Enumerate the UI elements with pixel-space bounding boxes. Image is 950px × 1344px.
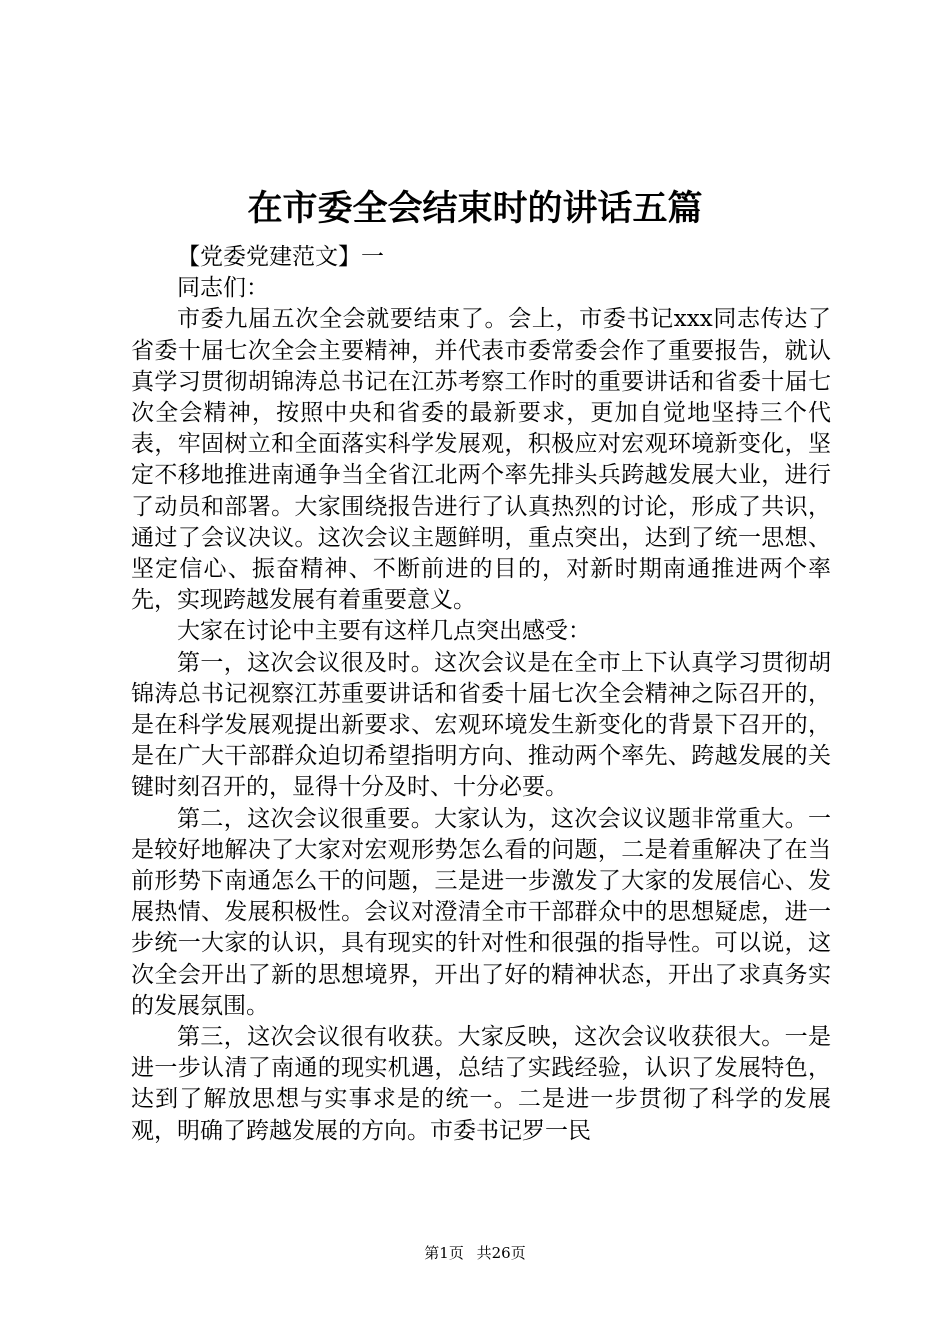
paragraph-body: 第三，这次会议很有收获。大家反映，这次会议收获很大。一是进一步认清了南通的现实机遇，总结了实践经验，认识了发展特色，达到了解放思想与实事求是的统一。二是进一步贯彻了科学的发展观，明确了跨越发展的方向。市委书记罗一民 — [131, 1024, 831, 1144]
paragraph-body: 市委九届五次全会就要结束了。会上，市委书记xxx同志传达了省委十届七次全会主要精神，并代表市委常委会作了重要报告，就认真学习贯彻胡锦涛总书记在江苏考察工作时的重要讲话和省委十届七次全会精神，按照中央和省委的最新要求，更加自觉地坚持三个代表，牢固树立和全面落实科学发展观，积极应对宏观环境新变化，坚定不移地推进南通争当全省江北两个率先排头兵跨越发展大业，进行了动员和部署。大家围绕报告进行了认真热烈的讨论，形成了共识，通过了会议决议。这次会议主题鲜明，重点突出，达到了统一思想、坚定信心、振奋精神、不断前进的目的，对新时期南通推进两个率先，实现跨越发展有着重要意义。 — [131, 306, 831, 614]
paragraph-salutation: 同志们： — [177, 275, 269, 302]
page-footer — [0, 1243, 950, 1263]
paragraph-body: 第一，这次会议很及时。这次会议是在全市上下认真学习贯彻胡锦涛总书记视察江苏重要讲话和省委十届七次全会精神之际召开的，是在科学发展观提出新要求、宏观环境发生新变化的背景下召开的，是在广大干部群众迫切希望指明方向、推动两个率先、跨越发展的关键时刻召开的，显得十分及时、十分必要。 — [131, 649, 831, 801]
document-title: 在市委全会结束时的讲话五篇 — [247, 188, 703, 229]
document-body — [131, 242, 831, 1147]
page-total: 共26页 — [476, 1244, 526, 1262]
page-number: 第1页 — [424, 1244, 464, 1262]
paragraph-body: 第二，这次会议很重要。大家认为，这次会议议题非常重大。一是较好地解决了大家对宏观形势怎么看的问题，二是着重解决了在当前形势下南通怎么干的问题，三是进一步激发了大家的发展信心、发展热情、发展积极性。会议对澄清全市干部群众中的思想疑虑，进一步统一大家的认识，具有现实的针对性和很强的指导性。可以说，这次全会开出了新的思想境界，开出了好的精神状态，开出了求真务实的发展氛围。 — [131, 805, 831, 1019]
paragraph-category: 【党委党建范文】一 — [177, 244, 384, 270]
paragraph-body: 大家在讨论中主要有这样几点突出感受： — [177, 618, 591, 645]
